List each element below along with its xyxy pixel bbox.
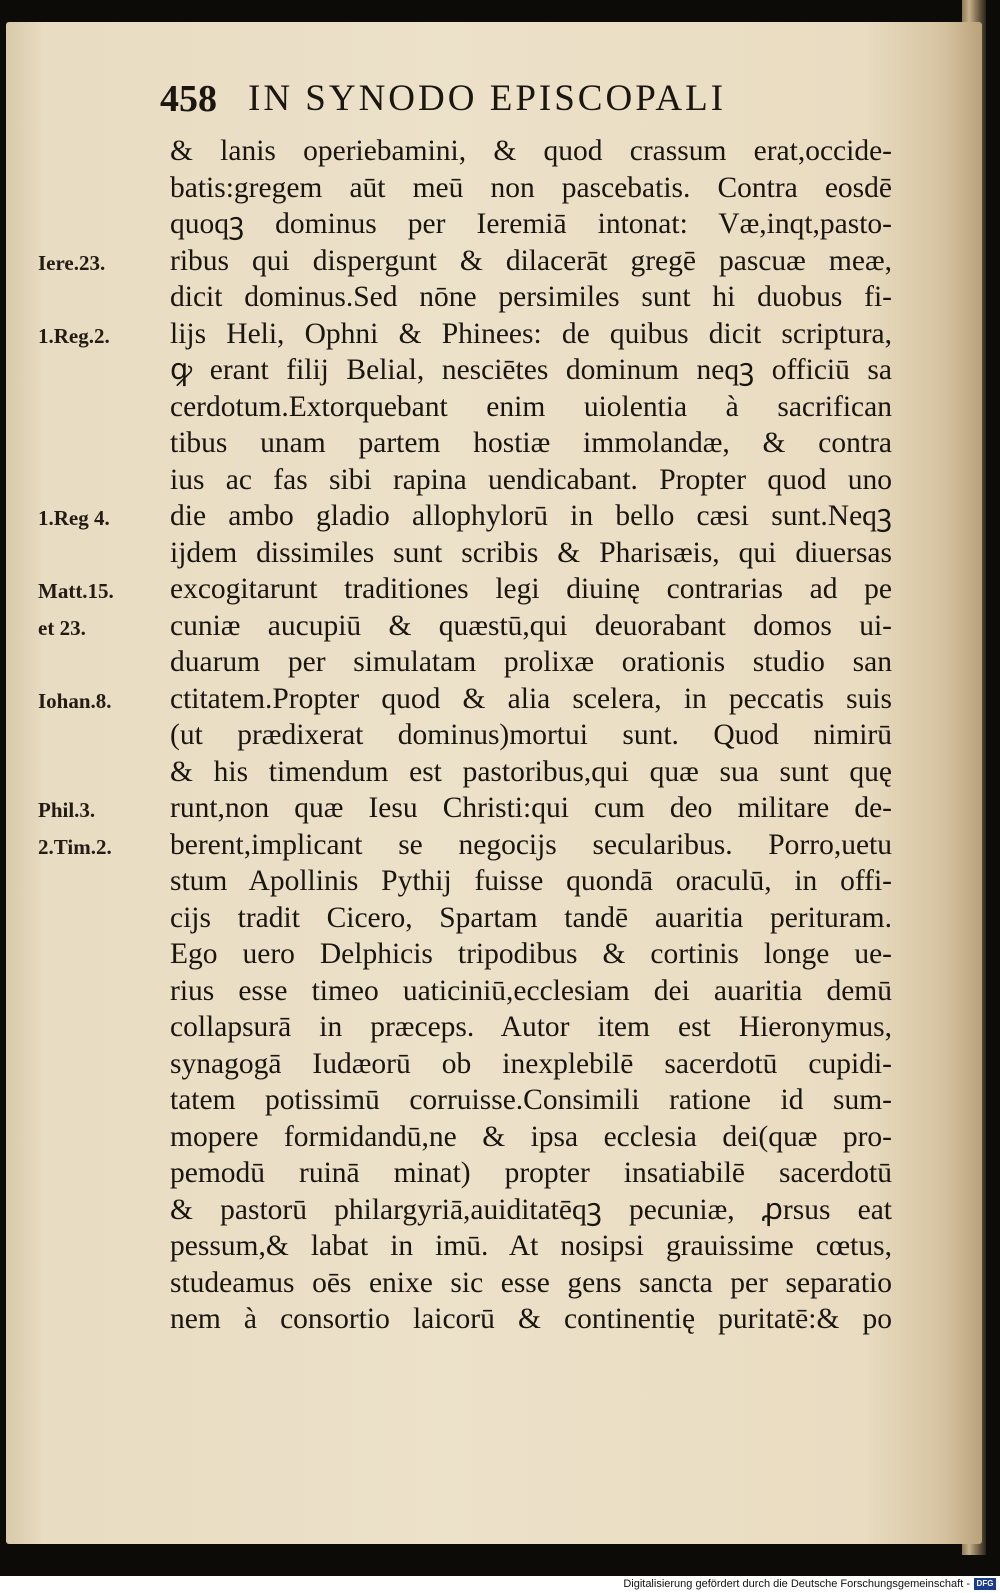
margin-note: 2.Tim.2.	[38, 834, 112, 859]
text-line: nem à consortio laicorū & continentię puritatē:& po	[170, 1303, 892, 1335]
text-line: (ut prædixerat dominus)mortui sunt. Quod nimirū	[170, 719, 892, 751]
footer-credit: Digitalisierung gefördert durch die Deutsche Forschungsgemeinschaft -	[623, 1578, 970, 1590]
text-line: ius ac fas sibi rapina uendicabant. Propter quod uno	[170, 463, 892, 496]
text-line: synagogā Iudæorū ob inexplebilē sacerdotū cupidi-	[170, 1047, 892, 1080]
text-line: studeamus oēs enixe sic esse gens sancta per separatio	[170, 1266, 892, 1299]
text-line: lijs Heli, Ophni & Phinees: de quibus dicit scriptura,	[170, 317, 892, 350]
text-line: ꝙ erant filij Belial, nesciētes dominum neqꝫ officiū sa	[170, 354, 892, 386]
text-line: tatem potissimū corruisse.Consimili ratione id sum-	[170, 1084, 892, 1116]
text-line: cuniæ aucupiū & quæstū,qui deuorabant domos ui-	[170, 609, 892, 642]
text-line: dicit dominus.Sed nōne persimiles sunt hi duobus fi-	[170, 281, 892, 313]
text-line: & his timendum est pastoribus,qui quæ sua sunt quę	[170, 755, 892, 788]
text-line: Ego uero Delphicis tripodibus & cortinis longe ue-	[170, 938, 892, 970]
text-line: die ambo gladio allophylorū in bello cæsi sunt.Neqꝫ	[170, 500, 892, 532]
margin-note: 1.Reg 4.	[38, 506, 110, 530]
text-line: runt,non quæ Iesu Christi:qui cum deo militare de-	[170, 792, 892, 824]
text-line: batis:gregem aūt meū non pascebatis. Contra eosdē	[170, 171, 892, 204]
text-line: collapsurā in præceps. Autor item est Hieronymus,	[170, 1011, 892, 1043]
margin-note: 1.Reg.2.	[38, 323, 110, 348]
dfg-logo: DFG	[974, 1578, 996, 1590]
text-line: cijs tradit Cicero, Spartam tandē auaritia perituram.	[170, 901, 892, 934]
text-line: mopere formidandū,ne & ipsa ecclesia dei(quæ pro-	[170, 1120, 892, 1153]
text-line: ctitatem.Propter quod & alia scelera, in peccatis suis	[170, 682, 892, 715]
margin-note: Phil.3.	[38, 798, 96, 822]
margin-note: Matt.15.	[38, 579, 114, 603]
page-number: 458	[160, 78, 217, 120]
text-line: duarum per simulatam prolixæ orationis studio san	[170, 646, 892, 678]
text-line: & pastorū philargyriā,auiditatēqꝫ pecuniæ, ꝓrsus eat	[170, 1193, 892, 1226]
text-line: rius esse timeo uaticiniū,ecclesiam dei auaritia demū	[170, 974, 892, 1007]
text-line: quoqꝫ dominus per Ieremiā intonat: Væ,inqt,pasto-	[170, 208, 892, 240]
page-header	[160, 77, 810, 129]
text-line: cerdotum.Extorquebant enim uiolentia à sacrifican	[170, 390, 892, 423]
main-text-block	[170, 133, 892, 1338]
text-line: pessum,& labat in imū. At nosipsi grauissime cœtus,	[170, 1230, 892, 1262]
text-line: stum Apollinis Pythij fuisse quondā oraculū, in offi-	[170, 865, 892, 897]
text-line: tibus unam partem hostiæ immolandæ, & contra	[170, 427, 892, 459]
text-line: pemodū ruinā minat) propter insatiabilē sacerdotū	[170, 1157, 892, 1189]
text-line: ribus qui dispergunt & dilacerāt gregē pascuæ meæ,	[170, 244, 892, 277]
footer-bar	[0, 1576, 1000, 1593]
margin-note: Iere.23.	[38, 250, 106, 275]
text-line: excogitarunt traditiones legi diuinę contrarias ad pe	[170, 573, 892, 605]
text-line: berent,implicant se negocijs secularibus. Porro,uetu	[170, 828, 892, 861]
margin-note: et 23.	[38, 615, 86, 640]
text-line: & lanis operiebamini, & quod crassum erat,occide-	[170, 135, 892, 167]
running-title: IN SYNODO EPISCOPALI	[248, 78, 727, 119]
margin-note: Iohan.8.	[38, 688, 112, 713]
text-line: ijdem dissimiles sunt scribis & Pharisæis, qui diuersas	[170, 536, 892, 569]
